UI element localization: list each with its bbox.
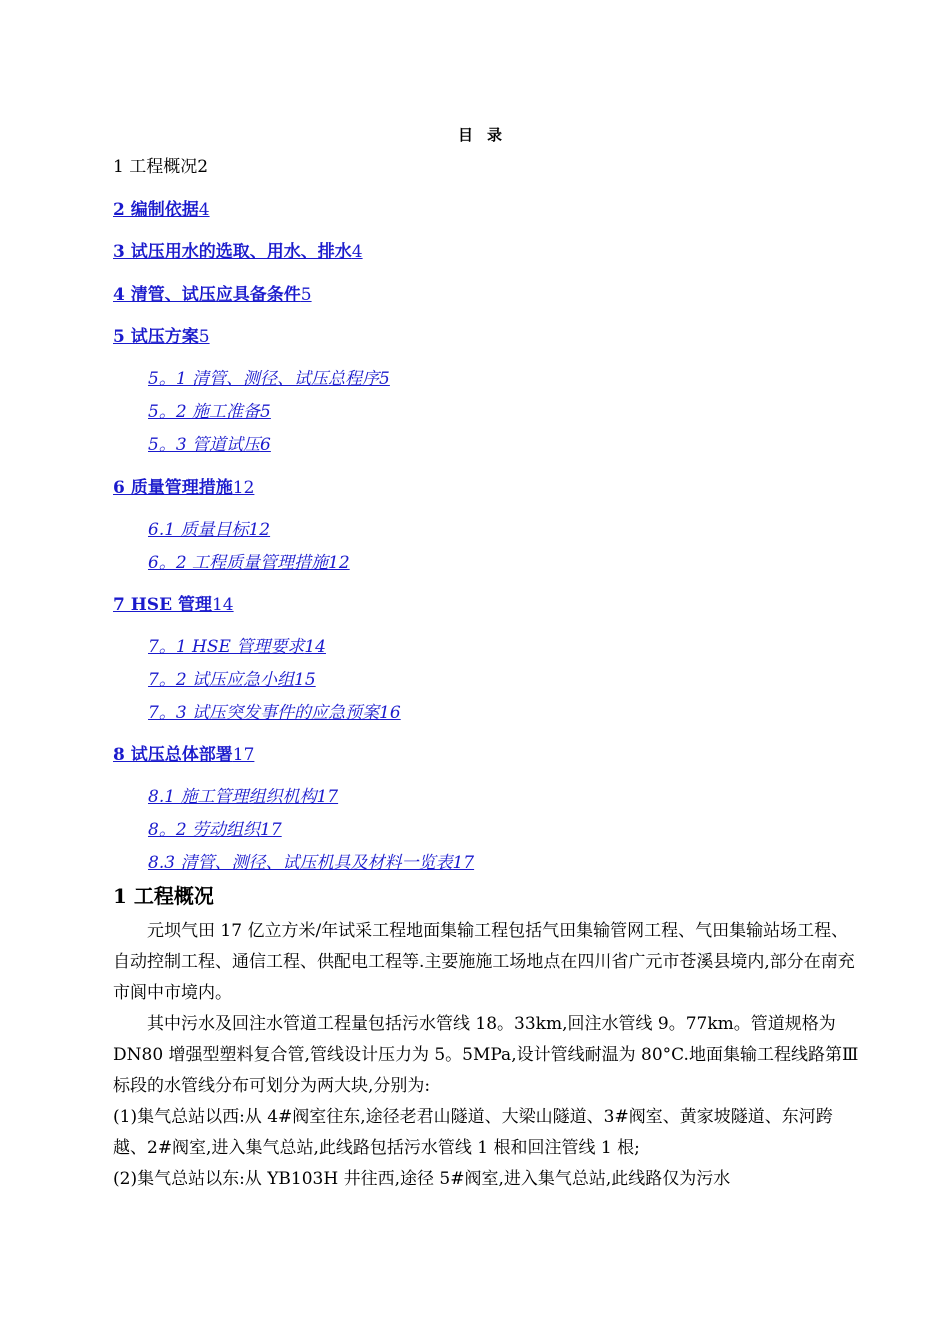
toc-entry-label: 8。2 劳动组织 bbox=[148, 820, 261, 840]
toc-entry[interactable] bbox=[148, 548, 350, 573]
toc-entry-label: 8.1 施工管理组织机构 bbox=[148, 787, 317, 807]
toc-entry-label: 7 HSE 管理 bbox=[113, 595, 212, 615]
toc-entry[interactable] bbox=[148, 632, 326, 657]
toc-entry-link[interactable] bbox=[148, 820, 282, 840]
toc-entry-link[interactable] bbox=[148, 637, 326, 657]
toc-entry-label: 7。1 HSE 管理要求 bbox=[148, 637, 305, 657]
toc-entry[interactable] bbox=[148, 698, 401, 723]
toc-entry-link[interactable] bbox=[148, 435, 271, 455]
toc-entry[interactable] bbox=[113, 322, 210, 347]
toc-entry[interactable] bbox=[148, 397, 271, 422]
toc-entry-link[interactable] bbox=[113, 745, 254, 765]
toc-entry[interactable] bbox=[148, 665, 316, 690]
toc-entry[interactable] bbox=[148, 430, 271, 455]
toc-entry[interactable] bbox=[113, 590, 234, 615]
toc-entry-page: 5 bbox=[379, 369, 390, 389]
toc-entry-page: 17 bbox=[316, 787, 339, 807]
toc-entry-label: 7。2 试压应急小组 bbox=[148, 670, 295, 690]
toc-entry[interactable] bbox=[113, 740, 254, 765]
toc-entry-link[interactable] bbox=[148, 787, 338, 807]
toc-entry[interactable] bbox=[113, 473, 254, 498]
toc-entry-link[interactable] bbox=[113, 595, 234, 615]
section-heading: 1 工程概况 bbox=[113, 884, 214, 908]
toc-entry-link[interactable] bbox=[113, 285, 312, 305]
toc-entry[interactable] bbox=[148, 782, 338, 807]
toc-entry-page: 5 bbox=[198, 327, 210, 347]
toc-entry-link[interactable] bbox=[148, 520, 270, 540]
toc-entry-label: 4 清管、试压应具备条件 bbox=[113, 285, 301, 305]
toc-entry-page: 4 bbox=[198, 200, 210, 220]
toc-entry[interactable] bbox=[113, 237, 363, 262]
toc-entry[interactable] bbox=[148, 364, 390, 389]
toc-entry-label: 7。3 试压突发事件的应急预案 bbox=[148, 703, 380, 723]
toc-entry[interactable] bbox=[148, 515, 270, 540]
toc-entry-page: 17 bbox=[232, 745, 255, 765]
toc-entry[interactable] bbox=[113, 280, 312, 305]
toc-entry-page: 12 bbox=[232, 478, 255, 498]
toc-entry-page: 12 bbox=[328, 553, 350, 573]
toc-title: 目录 bbox=[457, 126, 516, 144]
toc-entry-link[interactable] bbox=[113, 478, 254, 498]
toc-entry-page: 5 bbox=[300, 285, 312, 305]
toc-entry-link[interactable] bbox=[148, 553, 350, 573]
toc-entry-link[interactable] bbox=[113, 200, 210, 220]
toc-entry-label: 5。1 清管、测径、试压总程序 bbox=[148, 369, 380, 389]
toc-entry-page: 15 bbox=[294, 670, 316, 690]
toc-entry-label: 6 质量管理措施 bbox=[113, 478, 233, 498]
body-paragraph: (1)集气总站以西:从 4#阀室往东,途径老君山隧道、大梁山隧道、3#阀室、黄家坡隧道、东河跨越、2#阀室,进入集气总站,此线路包括污水管线 1 根和回注管线 1 根; bbox=[113, 1107, 833, 1158]
toc-entry-page: 6 bbox=[260, 435, 271, 455]
toc-entry-page: 14 bbox=[211, 595, 234, 615]
toc-entry-link[interactable] bbox=[113, 157, 208, 177]
body-paragraph: 元坝气田 17 亿立方米/年试采工程地面集输工程包括气田集输管网工程、气田集输站场工程、自动控制工程、通信工程、供配电工程等.主要施施工场地点在四川省广元市苍溪县境内,部分在南充市阆中市境内。 bbox=[113, 921, 855, 1003]
toc-entry-page: 17 bbox=[452, 853, 475, 873]
toc-entry-link[interactable] bbox=[148, 369, 390, 389]
body-paragraph: (2)集气总站以东:从 YB103H 井往西,途径 5#阀室,进入集气总站,此线路仅为污水 bbox=[113, 1169, 731, 1189]
toc-entry-label: 3 试压用水的选取、用水、排水 bbox=[113, 242, 352, 262]
toc-entry-label: 6。2 工程质量管理措施 bbox=[148, 553, 329, 573]
toc-entry-label: 8 试压总体部署 bbox=[113, 745, 233, 765]
body-paragraph: 其中污水及回注水管道工程量包括污水管线 18。33km,回注水管线 9。77km。管道规格为 DN80 增强型塑料复合管,管线设计压力为 5。5MPa,设计管线耐温为 80°C.地面集输工程线路第Ⅲ标段的水管线分布可划分为两大块,分别为: bbox=[113, 1014, 859, 1096]
toc-entry-link[interactable] bbox=[148, 703, 401, 723]
toc-entry[interactable] bbox=[148, 815, 282, 840]
toc-entry-label: 5。2 施工准备 bbox=[148, 402, 261, 422]
toc-entry[interactable] bbox=[148, 848, 474, 873]
toc-entry[interactable] bbox=[113, 152, 208, 177]
toc-entry-link[interactable] bbox=[113, 242, 363, 262]
toc-entry-label: 8.3 清管、测径、试压机具及材料一览表 bbox=[148, 853, 453, 873]
toc-entry-link[interactable] bbox=[148, 402, 271, 422]
toc-entry-page: 14 bbox=[304, 637, 326, 657]
toc-entry-label: 1 工程概况 bbox=[113, 157, 198, 177]
toc-entry-link[interactable] bbox=[148, 670, 316, 690]
toc-entry-page: 12 bbox=[248, 520, 271, 540]
toc-entry-page: 5 bbox=[260, 402, 271, 422]
toc-entry-label: 6.1 质量目标 bbox=[148, 520, 249, 540]
toc-entry-page: 4 bbox=[351, 242, 363, 262]
toc-entry-page: 17 bbox=[260, 820, 282, 840]
toc-entry[interactable] bbox=[113, 195, 210, 220]
toc-entry-label: 5 试压方案 bbox=[113, 327, 199, 347]
toc-entry-label: 2 编制依据 bbox=[113, 200, 199, 220]
toc-entry-page: 2 bbox=[197, 157, 209, 177]
toc-entry-page: 16 bbox=[379, 703, 401, 723]
toc-entry-link[interactable] bbox=[148, 853, 474, 873]
toc-entry-label: 5。3 管道试压 bbox=[148, 435, 261, 455]
toc-entry-link[interactable] bbox=[113, 327, 210, 347]
